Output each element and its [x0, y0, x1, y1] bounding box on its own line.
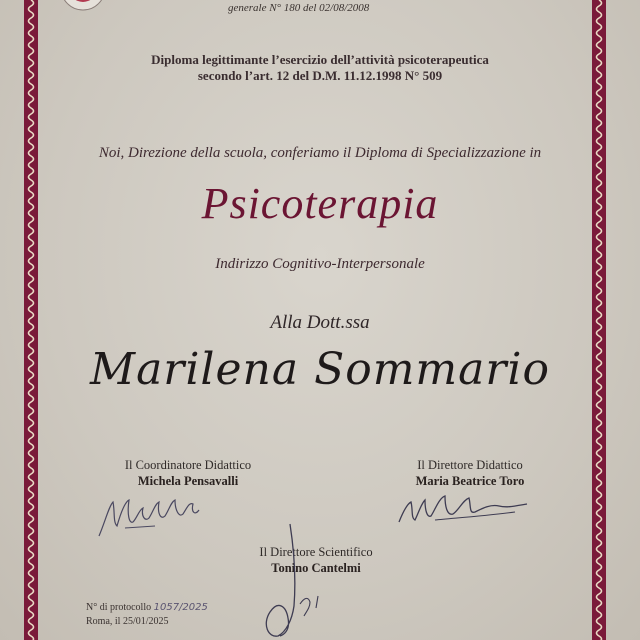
recipient-name: Marilena Sommario — [90, 344, 550, 395]
signatory-name: Michela Pensavalli — [137, 474, 239, 488]
specialization-address: Indirizzo Cognitivo-Interpersonale — [215, 256, 425, 272]
protocol-value: 1057/2025 — [153, 602, 208, 613]
protocol-number — [86, 602, 208, 613]
place-and-date: Roma, il 25/01/2025 — [86, 616, 169, 627]
signatory-role: Il Direttore Scientifico — [259, 545, 373, 559]
registry-reference: generale N° 180 del 02/08/2008 — [228, 2, 370, 14]
signatory-role: Il Direttore Didattico — [417, 458, 523, 472]
signatory-coordinator — [88, 458, 288, 489]
signatory-role: Il Coordinatore Didattico — [124, 458, 252, 472]
handwritten-signature-right — [395, 490, 535, 530]
protocol-label: N° di protocollo — [86, 602, 152, 613]
conferral-statement: Noi, Direzione della scuola, conferiamo il Diploma di Specializzazione in — [98, 145, 542, 161]
signatory-name: Maria Beatrice Toro — [415, 474, 525, 488]
handwritten-signature-left — [95, 492, 215, 542]
handwritten-signature-center — [250, 520, 340, 640]
diploma-legal-line-2: secondo l’art. 12 del D.M. 11.12.1998 N° 509 — [197, 68, 443, 83]
school-seal-icon — [58, 0, 108, 14]
signatory-didactic-director — [370, 458, 570, 489]
discipline-title: Psicoterapia — [201, 179, 439, 228]
signatory-name: Tonino Cantelmi — [271, 561, 361, 575]
diploma-legal-line-1: Diploma legittimante l’esercizio dell’attività psicoterapeutica — [151, 52, 489, 67]
recipient-title: Alla Dott.ssa — [270, 312, 370, 333]
